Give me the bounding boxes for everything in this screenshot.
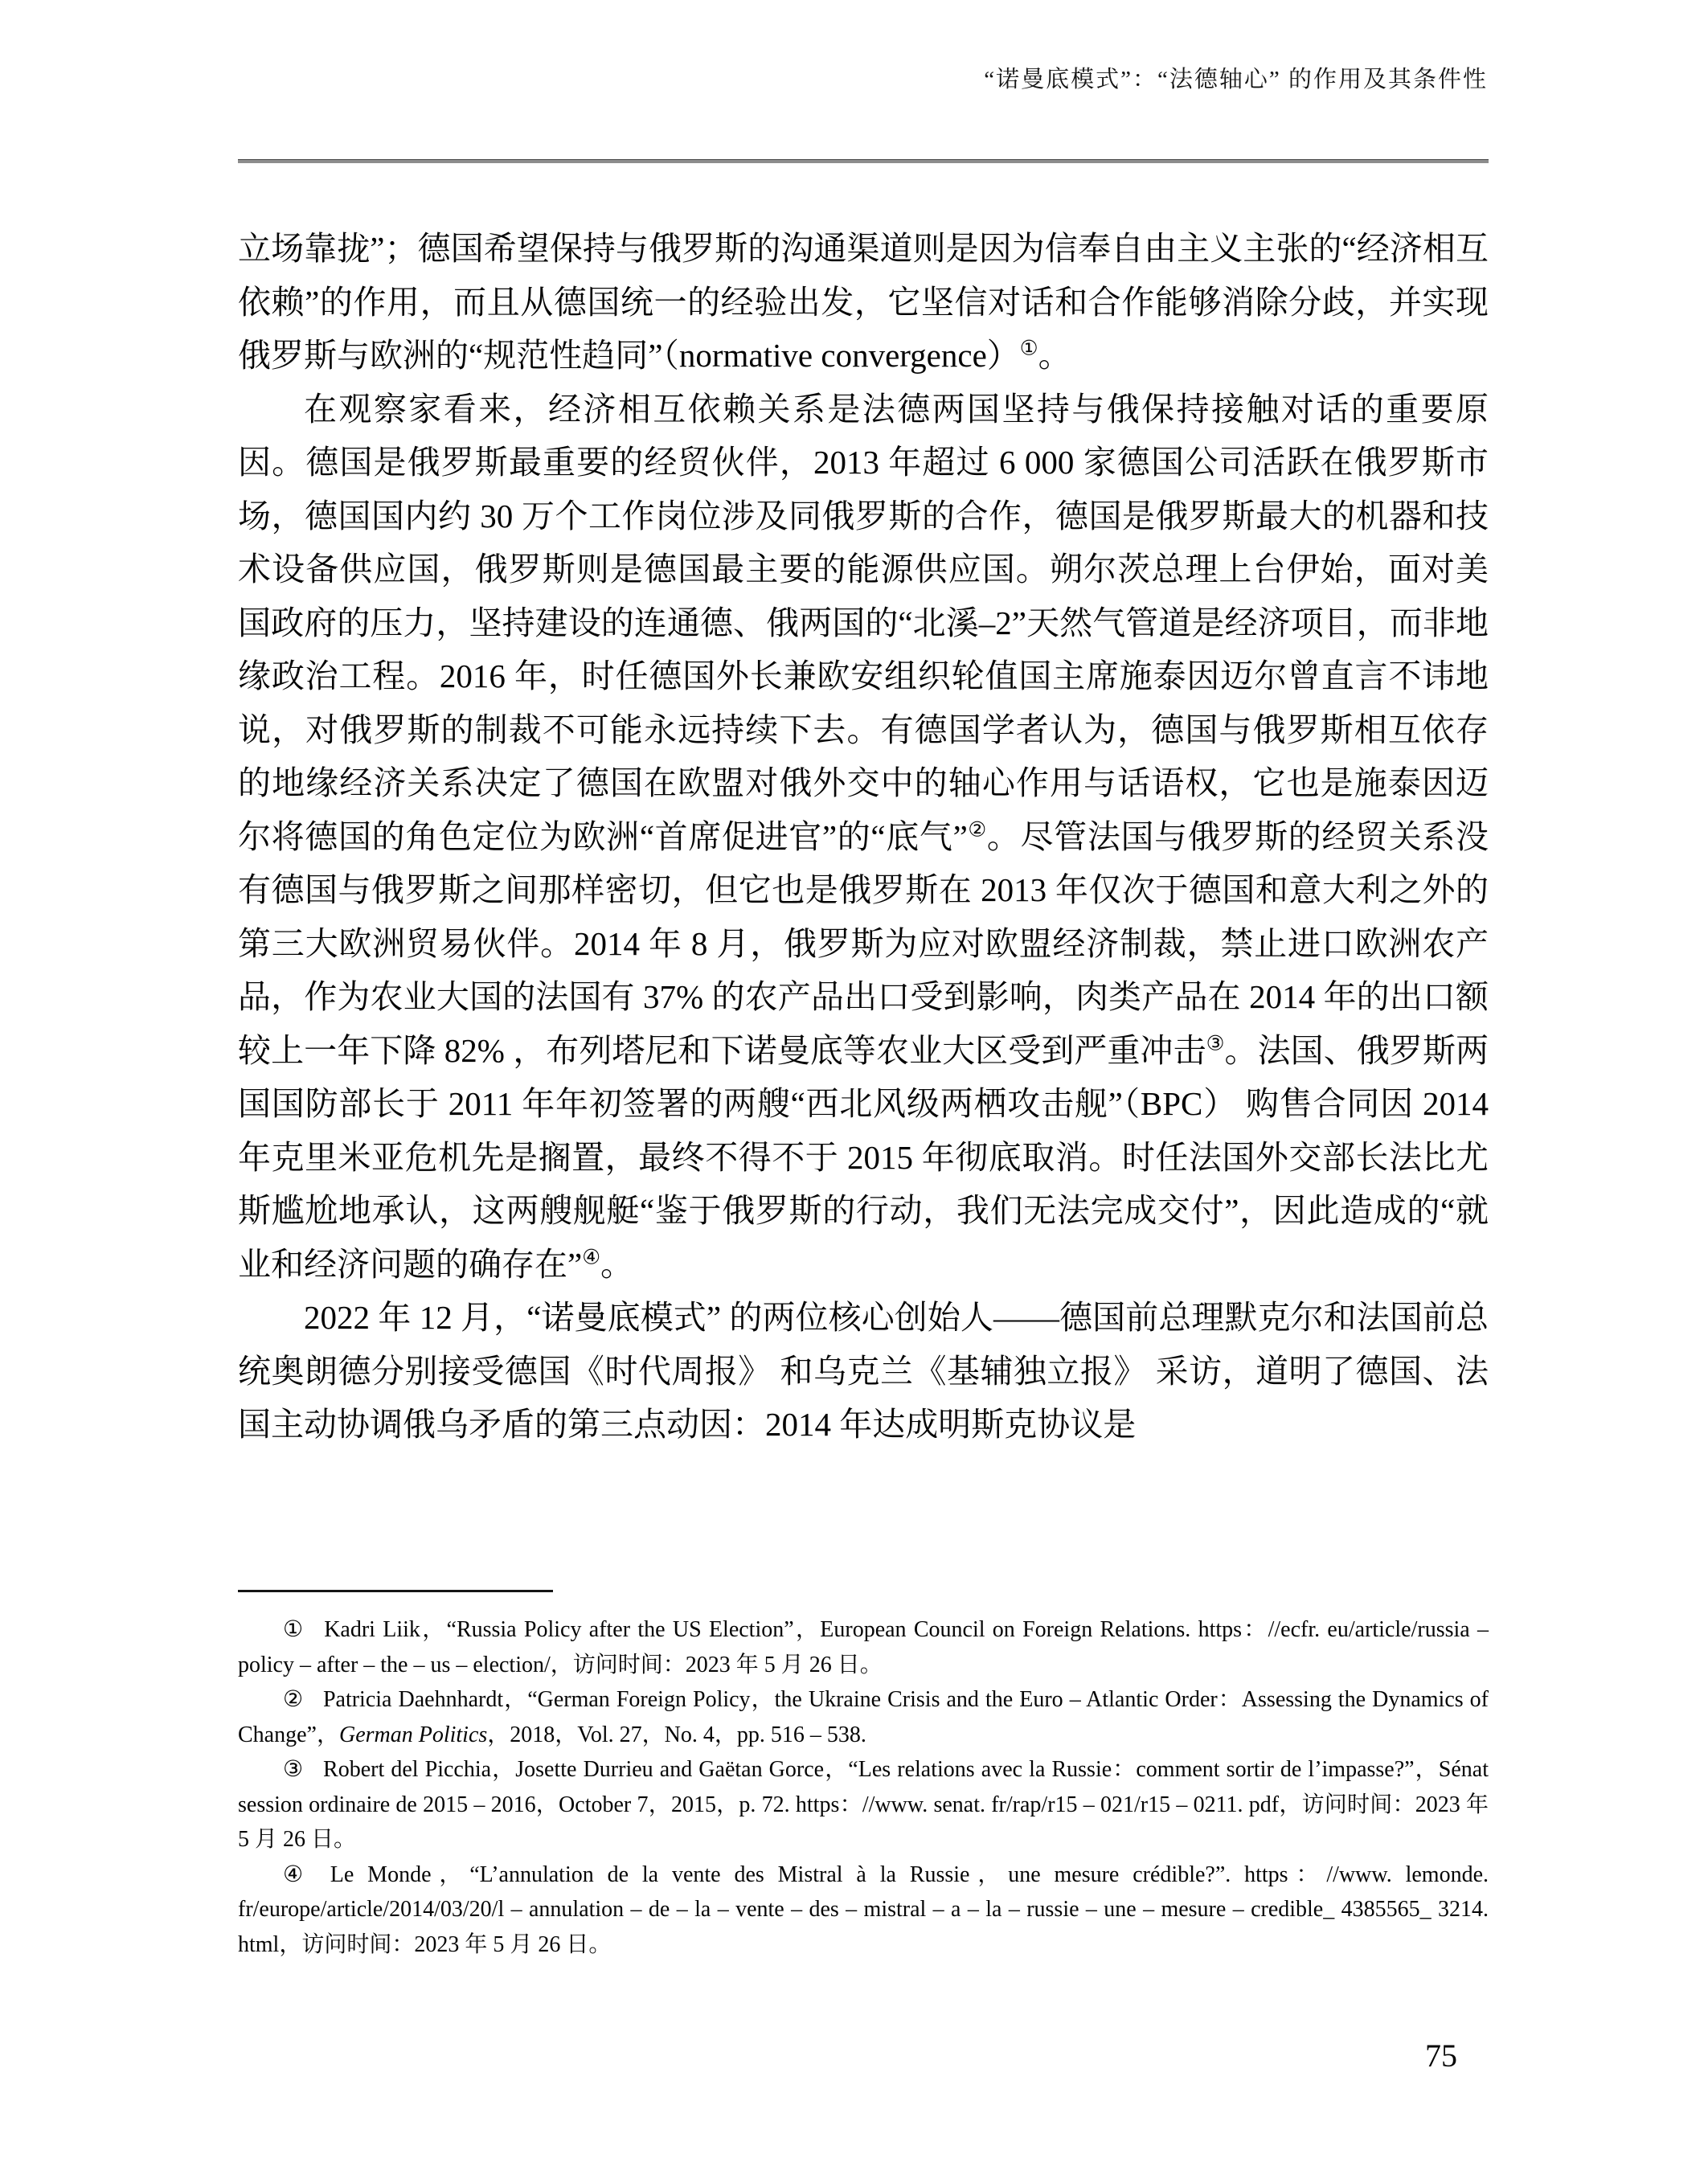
footnote-ref: ④ [582, 1245, 600, 1268]
footnotes-section [238, 1612, 1489, 1962]
footnote-ref: ② [967, 817, 987, 841]
text-run: Le Monde，“L’annulation de la vente des Mistral à la Russie，une mesure crédible?”. https：//www. lemonde. fr/europe/article/2014/03/20/l – annulation – de – la – vente – des – mistral – a – la – russie – une – mesure – credible_ 4385565_ 3214. html，访问时间：2023 年 5 月 26 日。 [238, 1861, 1489, 1957]
footnote-marker: ④ [283, 1861, 311, 1887]
footnote-marker: ① [283, 1617, 305, 1642]
footnote [238, 1857, 1489, 1963]
text-run: 。尽管法国与俄罗斯的经贸关系没有德国与俄罗斯之间那样密切，但它也是俄罗斯在 2013 年仅次于德国和意大利之外的第三大欧洲贸易伙伴。2014 年 8 月，俄罗斯为应对欧盟经济制裁，禁止进口欧洲农产品，作为农业大国的法国有 37% 的农产品出口受到影响，肉类产品在 2014 年的出口额较上一年下降 82% ，布列塔尼和下诺曼底等农业大区受到严重冲击 [238, 817, 1489, 1069]
text-run: 2022 年 12 月，“诺曼底模式” 的两位核心创始人——德国前总理默克尔和法国前总统奥朗德分别接受德国《时代周报》 和乌克兰《基辅独立报》 采访，道明了德国、法国主动协调俄乌矛盾的第三点动因：2014 年达成明斯克协议是 [238, 1299, 1489, 1443]
page-number: 75 [1425, 2038, 1457, 2074]
text-run: 。法国、俄罗斯两国国防部长于 2011 年年初签署的两艘“西北风级两栖攻击舰”（BPC） 购售合同因 2014 年克里米亚危机先是搁置，最终不得不于 2015 年彻底取消。时任法国外交部长法比尤斯尴尬地承认，这两艘舰艇“鉴于俄罗斯的行动，我们无法完成交付”，因此造成的“就业和经济问题的确存在” [238, 1031, 1489, 1283]
footnote [238, 1752, 1489, 1857]
text-run: Patricia Daehnhardt，“German Foreign Policy，the Ukraine Crisis and the Euro – Atlantic Order：Assessing the Dynamics of Change”， [238, 1687, 1489, 1747]
header-rule [238, 159, 1489, 163]
article-body [238, 222, 1489, 1452]
text-run: ，2018，Vol. 27，No. 4，pp. 516 – 538. [487, 1722, 866, 1747]
footnote [238, 1612, 1489, 1682]
footnote-marker: ③ [283, 1757, 305, 1782]
italic-text: German Politics [338, 1722, 488, 1747]
text-run: 在观察家看来，经济相互依赖关系是法德两国坚持与俄保持接触对话的重要原因。德国是俄罗斯最重要的经贸伙伴，2013 年超过 6 000 家德国公司活跃在俄罗斯市场，德国国内约 30 万个工作岗位涉及同俄罗斯的合作，德国是俄罗斯最大的机器和技术设备供应国，俄罗斯则是德国最主要的能源供应国。朔尔茨总理上台伊始，面对美国政府的压力，坚持建设的连通德、俄两国的“北溪–2”天然气管道是经济项目，而非地缘政治工程。2016 年，时任德国外长兼欧安组织轮值国主席施泰因迈尔曾直言不讳地说，对俄罗斯的制裁不可能永远持续下去。有德国学者认为，德国与俄罗斯相互依存的地缘经济关系决定了德国在欧盟对俄外交中的轴心作用与话语权，它也是施泰因迈尔将德国的角色定位为欧洲“首席促进官”的“底气” [238, 390, 1489, 855]
footnote-marker: ② [283, 1687, 305, 1712]
text-run: Robert del Picchia，Josette Durrieu and Gaëtan Gorce，“Les relations avec la Russie：comment sortir de l’impasse?”，Sénat session ordinaire de 2015 – 2016，October 7，2015，p. 72. https：//www. senat. fr/rap/r15 – 021/r15 – 0211. pdf，访问时间：2023 年 5 月 26 日。 [238, 1757, 1489, 1852]
text-run: Kadri Liik，“Russia Policy after the US Election”，European Council on Foreign Relations. https：//ecfr. eu/article/russia – policy – after – the – us – election/，访问时间：2023 年 5 月 26 日。 [238, 1617, 1489, 1677]
text-run: 立场靠拢”；德国希望保持与俄罗斯的沟通渠道则是因为信奉自由主义主张的“经济相互依赖”的作用，而且从德国统一的经验出发，它坚信对话和合作能够消除分歧，并实现俄罗斯与欧洲的“规范性趋同”（normative convergence） [238, 230, 1489, 374]
paragraph [238, 383, 1489, 1292]
paragraph [238, 1291, 1489, 1452]
footnote [238, 1682, 1489, 1752]
footnote-separator [238, 1590, 553, 1592]
footnote-ref: ③ [1206, 1031, 1225, 1055]
running-header: “诺曼底模式”：“法德轴心” 的作用及其条件性 [984, 67, 1488, 92]
paragraph [238, 222, 1489, 383]
text-run: 。 [1038, 337, 1071, 374]
text-run: 。 [600, 1245, 633, 1283]
footnote-ref: ① [1019, 337, 1038, 360]
